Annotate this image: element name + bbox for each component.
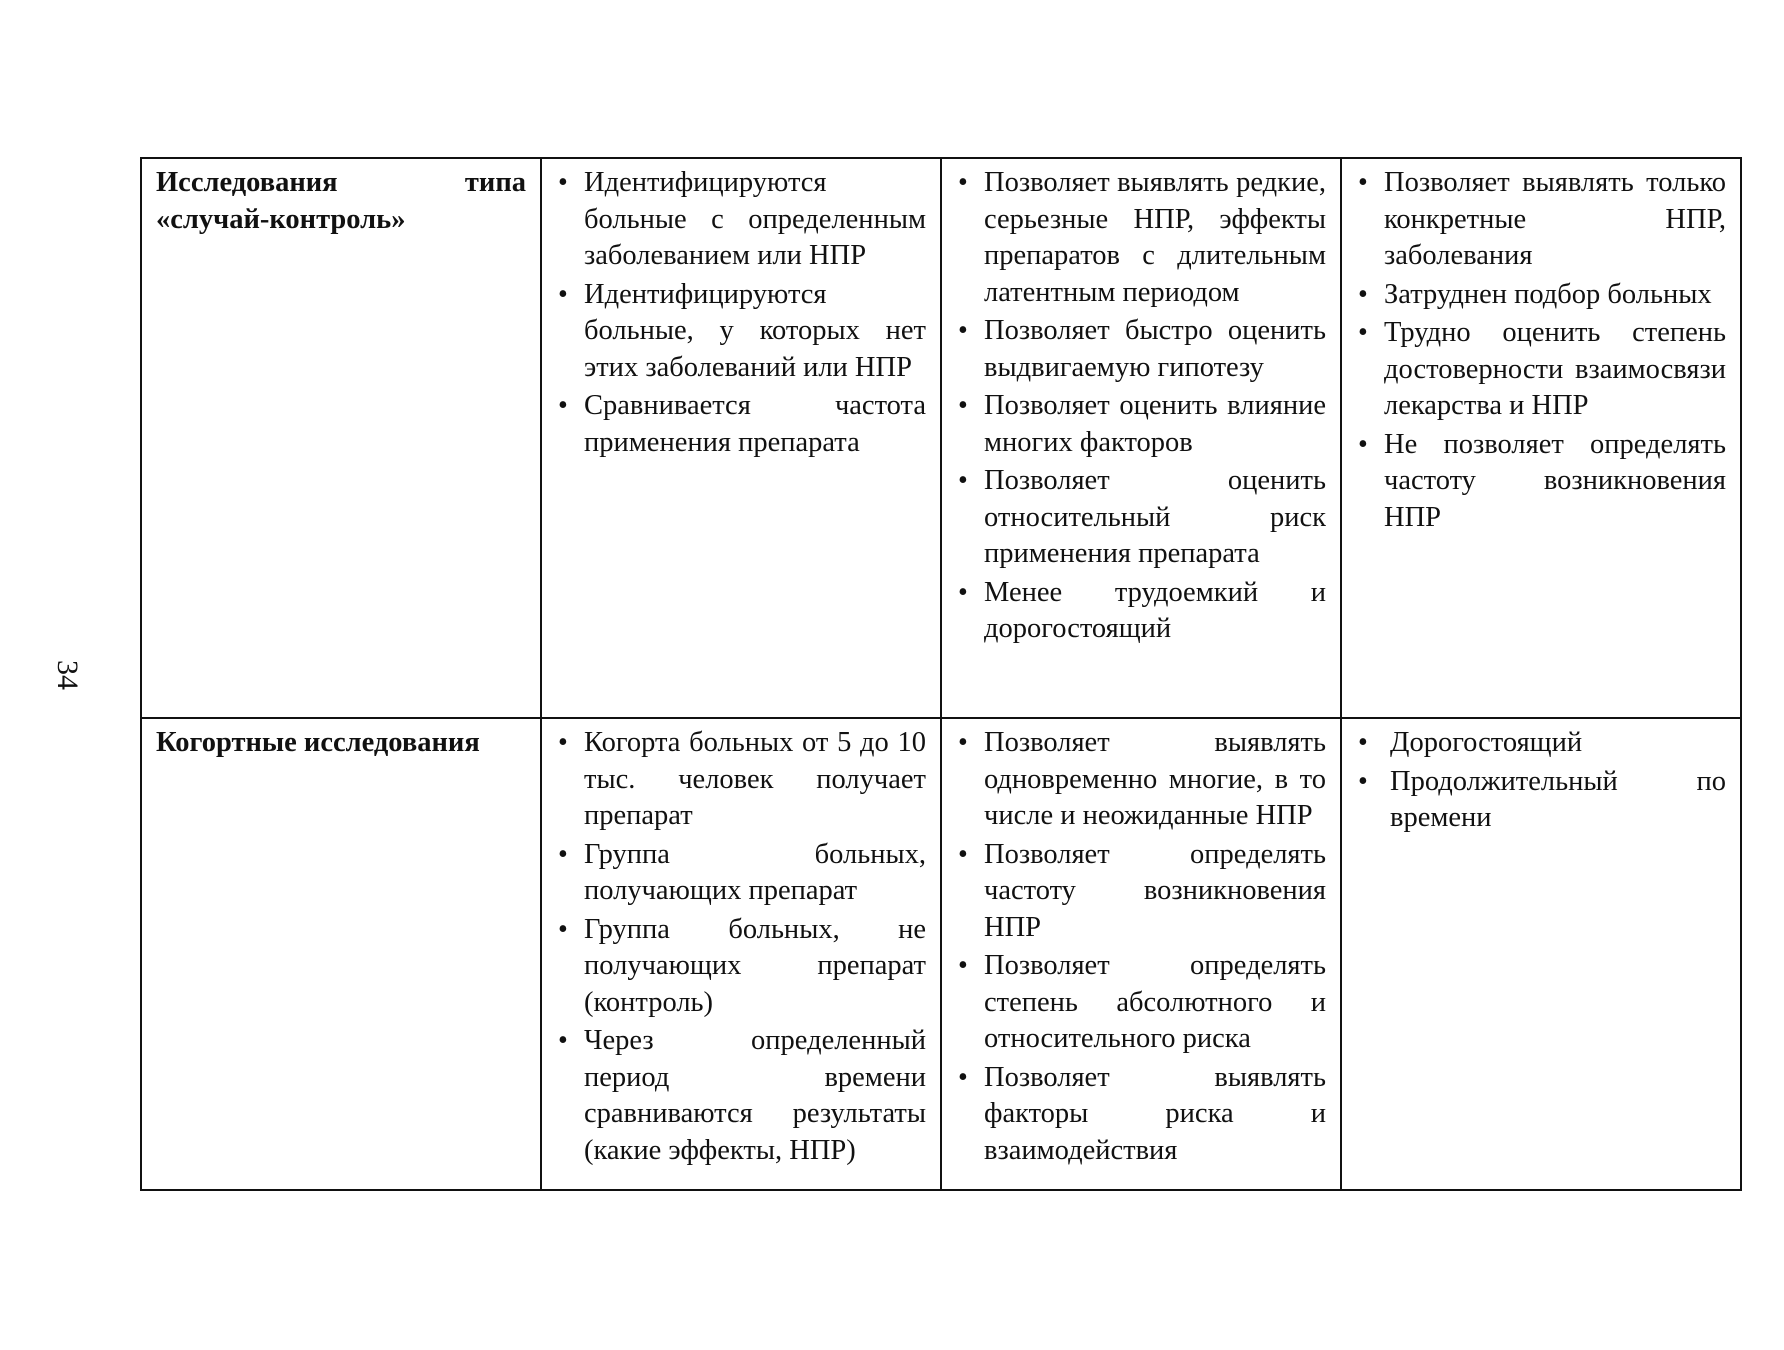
method-cell [541, 718, 941, 1190]
study-type-label: Исследования типа «случай-контроль» [156, 167, 526, 235]
table-row [141, 718, 1741, 1190]
list-item: • Продолжительный по времени [1356, 764, 1726, 837]
advantages-list [956, 725, 1326, 1169]
list-item: • Позволяет выявлять одновременно многие, в то числе и неожиданные НПР [956, 725, 1326, 835]
method-list [556, 725, 926, 1169]
list-item: • Менее трудоемкий и дорогостоящий [956, 575, 1326, 648]
disadvantages-cell [1341, 718, 1741, 1190]
advantages-cell [941, 718, 1341, 1190]
list-item: • Идентифицируются больные с определенным заболеванием или НПР [556, 165, 926, 275]
disadvantages-list [1356, 725, 1726, 837]
study-methods-table [140, 157, 1742, 1191]
page-number: 34 [51, 660, 84, 690]
list-item: • Позволяет оценить влияние многих факторов [956, 388, 1326, 461]
list-item: • Группа больных, получающих препарат [556, 837, 926, 910]
list-item: • Сравнивается частота применения препарата [556, 388, 926, 461]
list-item: • Позволяет быстро оценить выдвигаемую гипотезу [956, 313, 1326, 386]
study-type-cell [141, 718, 541, 1190]
method-list [556, 165, 926, 461]
list-item: • Позволяет определять степень абсолютного и относительного риска [956, 948, 1326, 1058]
list-item: • Группа больных, не получающих препарат (контроль) [556, 912, 926, 1022]
method-cell [541, 158, 941, 718]
list-item: • Позволяет выявлять факторы риска и взаимодействия [956, 1060, 1326, 1170]
table-row [141, 158, 1741, 718]
disadvantages-cell [1341, 158, 1741, 718]
list-item: • Трудно оценить степень достоверности взаимосвязи лекарства и НПР [1356, 315, 1726, 425]
advantages-list [956, 165, 1326, 648]
list-item: • Не позволяет определять частоту возникновения НПР [1356, 427, 1726, 537]
list-item: • Затруднен подбор больных [1356, 277, 1726, 314]
study-type-label: Когортные исследования [156, 727, 480, 758]
list-item: • Дорогостоящий [1356, 725, 1726, 762]
list-item: • Через определенный период времени сравниваются результаты (какие эффекты, НПР) [556, 1023, 926, 1169]
list-item: • Позволяет выявлять только конкретные НПР, заболевания [1356, 165, 1726, 275]
list-item: • Позволяет оценить относительный риск применения препарата [956, 463, 1326, 573]
list-item: • Идентифицируются больные, у которых нет этих заболеваний или НПР [556, 277, 926, 387]
study-type-cell [141, 158, 541, 718]
disadvantages-list [1356, 165, 1726, 536]
advantages-cell [941, 158, 1341, 718]
list-item: • Позволяет определять частоту возникновения НПР [956, 837, 1326, 947]
list-item: • Позволяет выявлять редкие, серьезные НПР, эффекты препаратов с длительным латентным периодом [956, 165, 1326, 311]
list-item: • Когорта больных от 5 до 10 тыс. человек получает препарат [556, 725, 926, 835]
